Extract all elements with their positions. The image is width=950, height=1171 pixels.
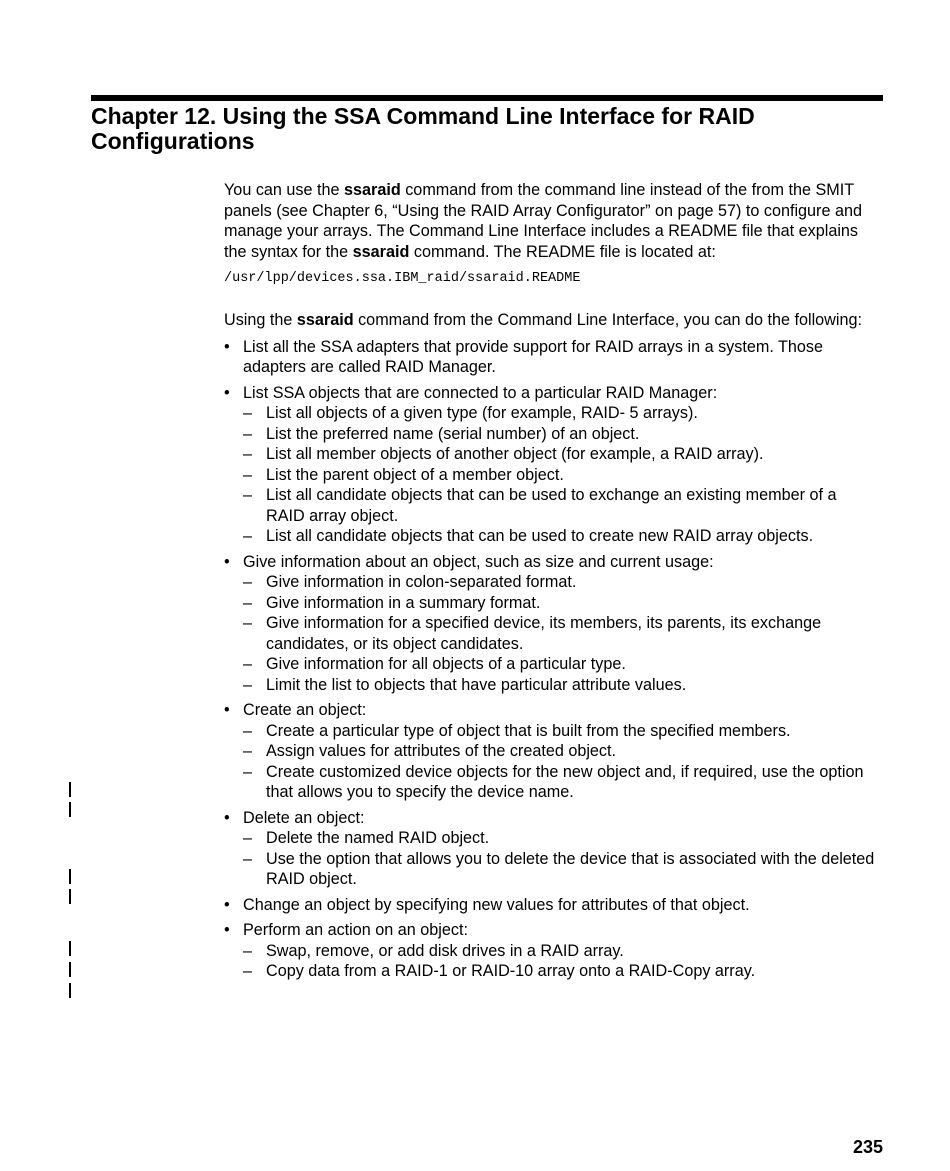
sub-list — [243, 941, 879, 982]
sub-list-item: – List the preferred name (serial number) of an object. — [224, 424, 879, 445]
sub-list-item: – Give information for all objects of a particular type. — [224, 654, 879, 675]
sub-list-item: – Create a particular type of object that is built from the specified members. — [224, 721, 879, 742]
list-item — [224, 808, 879, 890]
lead-text-1: Using the — [224, 311, 297, 329]
command-name: ssaraid — [344, 181, 401, 199]
intro-text-2: command from the command line instead of the from the SMIT panels (see Chapter 6, “Using the RAID Array Configurator” on page 57) to configure and manage your arrays. The Command Line Interface includes a README file that explains the syntax for the — [224, 181, 862, 261]
list-item — [224, 552, 879, 696]
list-item — [224, 337, 879, 378]
sub-list — [243, 721, 879, 803]
body-text — [224, 180, 879, 987]
sub-list-item: – List all candidate objects that can be used to create new RAID array objects. — [224, 526, 879, 547]
sub-list-item: – Limit the list to objects that have particular attribute values. — [224, 675, 879, 696]
command-name: ssaraid — [296, 311, 354, 329]
change-bar — [69, 962, 71, 977]
lead-text-2: command from the Command Line Interface, you can do the following: — [353, 311, 862, 329]
sub-list-item: – List all member objects of another object (for example, a RAID array). — [224, 444, 879, 465]
sub-list — [243, 403, 879, 547]
intro-text-3: command. The README file is located at: — [409, 242, 716, 261]
page-number: 235 — [852, 1137, 883, 1157]
change-bar — [69, 802, 71, 817]
lead-paragraph — [224, 310, 879, 331]
sub-list-item: – Delete the named RAID object. — [224, 828, 879, 849]
change-bar — [69, 869, 71, 884]
list-item — [224, 920, 879, 982]
list-item-text: Delete an object: — [243, 808, 365, 827]
sub-list-item: – Create customized device objects for the new object and, if required, use the option that allows you to specify the device name. — [224, 762, 879, 803]
sub-list-item: – List all candidate objects that can be used to exchange an existing member of a RAID array object. — [224, 485, 879, 526]
chapter-title: Chapter 12. Using the SSA Command Line Interface for RAID Configurations — [91, 103, 755, 154]
sub-list-item: – List all objects of a given type (for example, RAID- 5 arrays). — [224, 403, 879, 424]
list-item-text: List SSA objects that are connected to a particular RAID Manager: — [243, 383, 718, 402]
readme-path: /usr/lpp/devices.ssa.IBM_raid/ssaraid.README — [224, 271, 581, 286]
command-name: ssaraid — [352, 242, 410, 261]
sub-list-item: – Copy data from a RAID-1 or RAID-10 array onto a RAID-Copy array. — [224, 961, 879, 982]
chapter-rule — [91, 95, 883, 101]
intro-paragraph — [224, 180, 879, 262]
capability-list — [224, 337, 879, 982]
list-item-text: Change an object by specifying new values for attributes of that object. — [243, 895, 750, 914]
sub-list — [243, 828, 879, 890]
sub-list-item: – Give information in colon-separated format. — [224, 572, 879, 593]
sub-list-item: – Assign values for attributes of the created object. — [224, 741, 879, 762]
list-item — [224, 700, 879, 803]
list-item — [224, 895, 879, 916]
list-item-text: Give information about an object, such as size and current usage: — [243, 552, 714, 571]
sub-list-item: – Use the option that allows you to delete the device that is associated with the deleted RAID object. — [224, 849, 879, 890]
intro-text-1: You can use the — [224, 181, 345, 199]
list-item — [224, 383, 879, 547]
list-item-text: Perform an action on an object: — [243, 921, 468, 939]
change-bar — [69, 983, 71, 998]
sub-list-item: – List the parent object of a member object. — [224, 465, 879, 486]
sub-list-item: – Give information for a specified device, its members, its parents, its exchange candidates, or its object candidates. — [224, 613, 879, 654]
change-bar — [69, 782, 71, 797]
sub-list-item: – Swap, remove, or add disk drives in a RAID array. — [224, 941, 879, 962]
change-bar — [69, 941, 71, 956]
list-item-text: Create an object: — [243, 701, 367, 719]
sub-list-item: – Give information in a summary format. — [224, 593, 879, 614]
sub-list — [243, 572, 879, 695]
list-item-text: List all the SSA adapters that provide support for RAID arrays in a system. Those adapters are called RAID Manager. — [243, 337, 824, 376]
change-bar — [69, 889, 71, 904]
